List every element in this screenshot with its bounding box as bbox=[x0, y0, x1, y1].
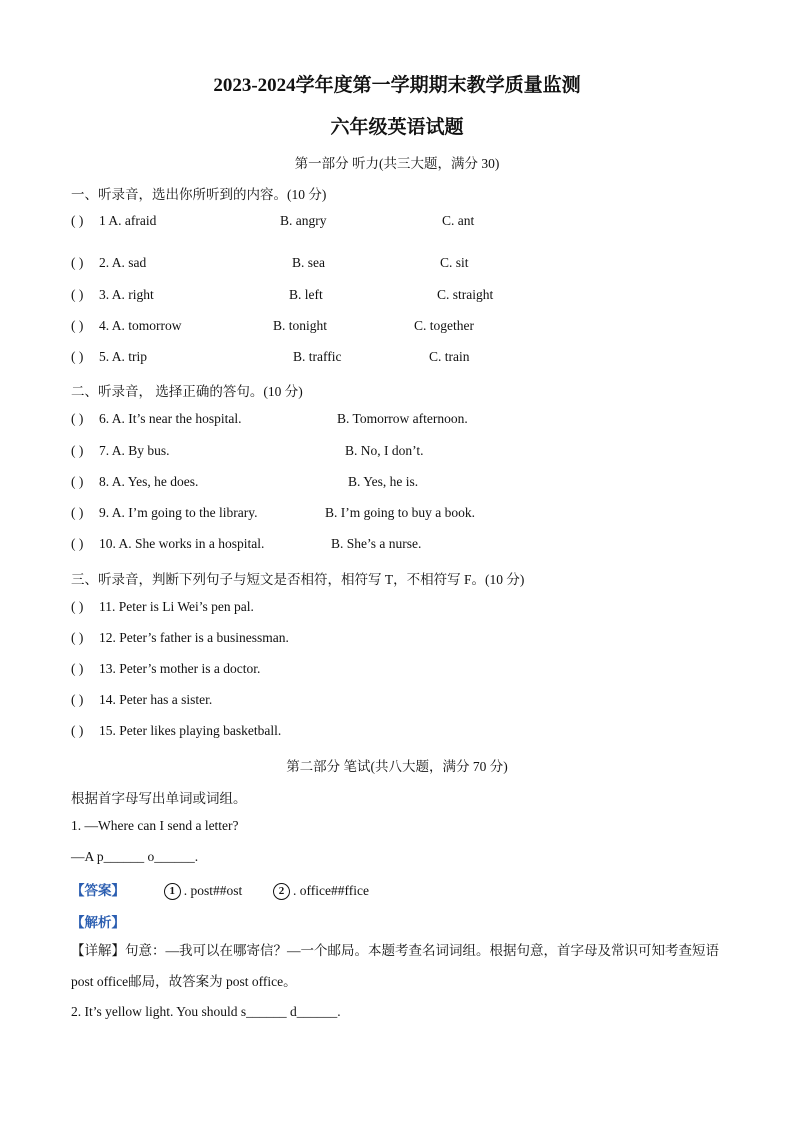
option-c: C. straight bbox=[437, 287, 494, 302]
option-b: B. traffic bbox=[293, 349, 342, 364]
answer-blank[interactable]: ( ) bbox=[71, 318, 84, 333]
option-b: B. No, I don’t. bbox=[345, 443, 424, 458]
option-b: B. angry bbox=[280, 213, 327, 228]
answer-blank[interactable]: ( ) bbox=[71, 213, 84, 228]
answer-blank[interactable]: ( ) bbox=[71, 443, 84, 458]
answer-blank[interactable]: ( ) bbox=[71, 536, 84, 551]
exam-subtitle: 六年级英语试题 bbox=[330, 117, 464, 138]
question-row bbox=[71, 287, 771, 307]
option-a: 5. A. trip bbox=[99, 349, 148, 364]
question-row bbox=[71, 255, 771, 275]
exam-title: 2023-2024学年度第一学期期末教学质量监测 bbox=[213, 75, 581, 96]
option-b: B. Yes, he is. bbox=[348, 474, 419, 489]
answer-1: . post##ost bbox=[183, 883, 243, 898]
option-b: B. left bbox=[289, 287, 323, 302]
statement: 11. Peter is Li Wei’s pen pal. bbox=[99, 599, 254, 614]
answer-blank[interactable]: ( ) bbox=[71, 692, 84, 707]
detail-explanation: 【详解】句意：—我可以在哪寄信？—一个邮局。本题考查名词词组。根据句意，首字母及常识可知考查短语 post office邮局，故答案为 post office。 bbox=[71, 943, 719, 989]
question-1-prompt: 1. —Where can I send a letter? bbox=[71, 818, 239, 833]
section1-heading: 一、听录音，选出你所听到的内容。(10 分) bbox=[71, 187, 327, 202]
answer-blank[interactable]: ( ) bbox=[71, 474, 84, 489]
answer-blank[interactable]: ( ) bbox=[71, 411, 84, 426]
answer-blank[interactable]: ( ) bbox=[71, 505, 84, 520]
answer-line bbox=[71, 879, 369, 900]
section3-heading: 三、听录音，判断下列句子与短文是否相符，相符写 T，不相符写 F。(10 分) bbox=[71, 572, 525, 587]
question-row bbox=[71, 723, 771, 743]
option-a: 10. A. She works in a hospital. bbox=[99, 536, 265, 551]
analysis-line bbox=[71, 911, 125, 931]
answer-blank[interactable]: ( ) bbox=[71, 287, 84, 302]
question-row bbox=[71, 411, 771, 431]
question-row bbox=[71, 630, 771, 650]
answer-2: . office##ffice bbox=[293, 883, 369, 898]
question-row bbox=[71, 349, 771, 369]
answer-blank[interactable]: ( ) bbox=[71, 349, 84, 364]
option-a: 6. A. It’s near the hospital. bbox=[99, 411, 242, 426]
question-row bbox=[71, 536, 771, 556]
option-a: 1 A. afraid bbox=[99, 213, 157, 228]
option-c: C. ant bbox=[442, 213, 475, 228]
question-row bbox=[71, 692, 771, 712]
question-row bbox=[71, 599, 771, 619]
question-2-prompt: 2. It’s yellow light. You should s______ d______. bbox=[71, 1004, 341, 1019]
statement: 14. Peter has a sister. bbox=[99, 692, 213, 707]
option-c: C. sit bbox=[440, 255, 469, 270]
statement: 15. Peter likes playing basketball. bbox=[99, 723, 282, 738]
option-b: B. I’m going to buy a book. bbox=[325, 505, 475, 520]
part2-instruction: 根据首字母写出单词或词组。 bbox=[71, 791, 247, 806]
part1-heading: 第一部分 听力(共三大题，满分 30) bbox=[294, 156, 500, 171]
option-a: 9. A. I’m going to the library. bbox=[99, 505, 258, 520]
option-c: C. train bbox=[429, 349, 470, 364]
analysis-label: 【解析】 bbox=[71, 915, 125, 930]
option-b: B. tonight bbox=[273, 318, 328, 333]
question-row bbox=[71, 443, 771, 463]
question-row bbox=[71, 318, 771, 338]
option-b: B. Tomorrow afternoon. bbox=[337, 411, 468, 426]
question-row bbox=[71, 661, 771, 681]
answer-blank[interactable]: ( ) bbox=[71, 723, 84, 738]
option-c: C. together bbox=[414, 318, 474, 333]
option-a: 2. A. sad bbox=[99, 255, 147, 270]
answer-blank[interactable]: ( ) bbox=[71, 255, 84, 270]
answer-label: 【答案】 bbox=[71, 883, 125, 898]
statement: 13. Peter’s mother is a doctor. bbox=[99, 661, 261, 676]
question-1-blanks: —A p______ o______. bbox=[71, 849, 199, 864]
option-b: B. She’s a nurse. bbox=[331, 536, 422, 551]
answer-blank[interactable]: ( ) bbox=[71, 630, 84, 645]
answer-blank[interactable]: ( ) bbox=[71, 599, 84, 614]
option-a: 7. A. By bus. bbox=[99, 443, 170, 458]
part2-heading: 第二部分 笔试(共八大题，满分 70 分) bbox=[286, 759, 508, 774]
question-row bbox=[71, 213, 771, 233]
answer-blank[interactable]: ( ) bbox=[71, 661, 84, 676]
statement: 12. Peter’s father is a businessman. bbox=[99, 630, 289, 645]
circled-number-2: 2 bbox=[273, 883, 290, 900]
option-a: 4. A. tomorrow bbox=[99, 318, 182, 333]
section2-heading: 二、听录音， 选择正确的答句。(10 分) bbox=[71, 384, 303, 399]
option-a: 8. A. Yes, he does. bbox=[99, 474, 199, 489]
question-row bbox=[71, 474, 771, 494]
option-a: 3. A. right bbox=[99, 287, 154, 302]
option-b: B. sea bbox=[292, 255, 325, 270]
question-row bbox=[71, 505, 771, 525]
circled-number-1: 1 bbox=[164, 883, 181, 900]
